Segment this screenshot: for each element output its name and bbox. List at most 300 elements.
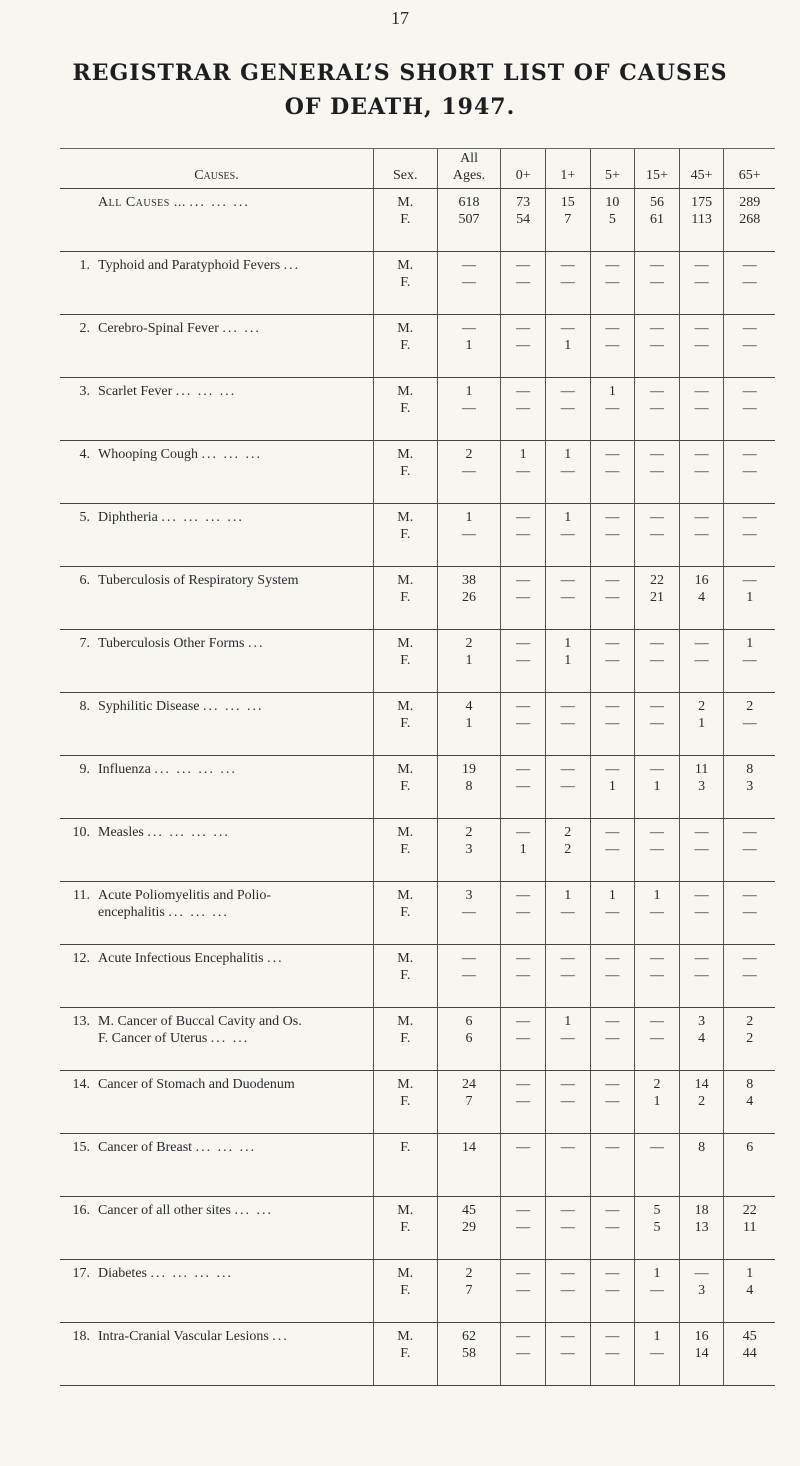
cell-age-15 <box>635 693 680 756</box>
cell-age-0 <box>501 1197 546 1260</box>
cause-cell <box>60 756 373 819</box>
sex-cell <box>373 1134 437 1197</box>
value-female: — <box>694 401 709 417</box>
value-male: — <box>650 762 664 778</box>
sex-cell <box>373 1197 437 1260</box>
value-female: — <box>516 338 531 354</box>
value-male: 62 <box>462 1329 476 1345</box>
value-female: — <box>560 905 575 921</box>
cause-text <box>98 572 367 589</box>
cell-age-15 <box>635 1260 680 1323</box>
value-female: — <box>605 401 620 417</box>
cause-label <box>64 1139 367 1156</box>
cell-age-15 <box>635 1197 680 1260</box>
value-female: — <box>742 401 757 417</box>
cell-age-15 <box>635 1134 680 1197</box>
cause-name: Scarlet Fever <box>98 384 173 400</box>
cause-text <box>98 383 367 400</box>
cell-age-1 <box>545 1008 590 1071</box>
cause-line-1 <box>98 446 367 463</box>
header-age-0: 0+ <box>501 149 546 189</box>
sex-first: F. <box>400 1140 411 1156</box>
cause-cell <box>60 378 373 441</box>
cause-line-1 <box>98 1328 367 1345</box>
cell-age-15 <box>635 1008 680 1071</box>
value-female: 1 <box>564 653 572 669</box>
value-male: 8 <box>698 1140 706 1156</box>
value-female: — <box>560 401 575 417</box>
cell-age-45 <box>679 1323 724 1386</box>
table-row <box>60 1008 775 1071</box>
cell-age-1 <box>545 1197 590 1260</box>
cause-cell <box>60 441 373 504</box>
leader-dots: ... ... ... <box>195 1140 257 1156</box>
cell-all-ages <box>437 1260 501 1323</box>
cell-age-65 <box>724 693 775 756</box>
cell-age-0 <box>501 315 546 378</box>
cause-cell <box>60 1323 373 1386</box>
cell-age-0 <box>501 441 546 504</box>
value-female <box>501 1156 545 1173</box>
value-female: 61 <box>650 212 664 228</box>
value-female: 4 <box>698 1031 706 1047</box>
cell-age-1 <box>545 1323 590 1386</box>
sex-second: F. <box>400 275 411 291</box>
cell-age-0 <box>501 1323 546 1386</box>
table-row <box>60 504 775 567</box>
value-female: — <box>742 275 757 291</box>
cause-cell <box>60 693 373 756</box>
cell-age-0 <box>501 819 546 882</box>
value-female: — <box>560 716 575 732</box>
value-male: 2 <box>653 1077 661 1093</box>
leader-dots: ... ... ... <box>203 699 264 715</box>
page-number: 17 <box>391 8 409 28</box>
cause-cell <box>60 819 373 882</box>
value-female: — <box>742 653 757 669</box>
value-female: — <box>605 1031 620 1047</box>
sex-cell <box>373 441 437 504</box>
cause-label <box>64 887 367 921</box>
cause-line-1 <box>98 383 367 400</box>
value-female: — <box>462 905 476 921</box>
sex-cell <box>373 567 437 630</box>
value-female <box>680 1156 724 1173</box>
table-row <box>60 630 775 693</box>
cell-age-65 <box>724 1008 775 1071</box>
value-male: — <box>650 384 664 400</box>
cell-age-15 <box>635 504 680 567</box>
value-female: 113 <box>691 212 712 228</box>
sex-cell <box>373 252 437 315</box>
sex-first: M. <box>397 447 414 463</box>
value-female: — <box>516 1031 531 1047</box>
cause-number: 3. <box>79 384 90 400</box>
value-female: 5 <box>653 1220 661 1236</box>
cause-name: Intra-Cranial Vascular Lesions <box>98 1329 269 1345</box>
cell-age-0 <box>501 630 546 693</box>
leader-dots: ... ... ... <box>175 384 237 400</box>
sex-first: M. <box>397 384 414 400</box>
table-row <box>60 882 775 945</box>
cell-age-1 <box>545 1071 590 1134</box>
value-male: 1 <box>564 888 572 904</box>
value-female: — <box>650 1346 664 1362</box>
cell-age-5 <box>590 252 635 315</box>
value-male: — <box>605 699 620 715</box>
value-female: 1 <box>746 590 754 606</box>
cell-age-45 <box>679 315 724 378</box>
cell-age-15 <box>635 378 680 441</box>
value-female: 4 <box>698 590 706 606</box>
table-row <box>60 1260 775 1323</box>
value-female: — <box>650 338 664 354</box>
value-male: — <box>516 1266 531 1282</box>
cause-label <box>64 1202 367 1219</box>
value-male: — <box>650 321 664 337</box>
value-male: 22 <box>742 1203 757 1219</box>
value-female: — <box>742 968 757 984</box>
value-male: 16 <box>694 1329 709 1345</box>
cell-age-65 <box>724 882 775 945</box>
value-female: — <box>694 275 709 291</box>
value-male: — <box>650 510 664 526</box>
value-male: — <box>650 258 664 274</box>
value-male: — <box>560 1203 575 1219</box>
cause-number: 11. <box>73 888 90 904</box>
value-male: 14 <box>462 1140 476 1156</box>
cause-number: 1. <box>79 258 90 274</box>
value-female: 29 <box>462 1220 476 1236</box>
value-female: — <box>605 527 620 543</box>
value-male: — <box>694 447 709 463</box>
sex-second: F. <box>400 842 411 858</box>
cell-age-65 <box>724 1197 775 1260</box>
value-female: 1 <box>698 716 706 732</box>
cause-number: 16. <box>72 1203 90 1219</box>
cell-age-1 <box>545 693 590 756</box>
cell-age-5 <box>590 819 635 882</box>
cause-line-1 <box>98 635 367 652</box>
value-female: — <box>560 1220 575 1236</box>
sex-cell <box>373 819 437 882</box>
cell-age-45 <box>679 882 724 945</box>
value-male: — <box>516 321 531 337</box>
value-female: — <box>742 464 757 480</box>
value-female: — <box>605 653 620 669</box>
cell-age-0 <box>501 504 546 567</box>
cell-all-ages <box>437 1197 501 1260</box>
table-row <box>60 441 775 504</box>
sex-second: F. <box>400 968 411 984</box>
value-male: 1 <box>608 384 616 400</box>
value-female: 2 <box>746 1031 754 1047</box>
cell-age-5 <box>590 1071 635 1134</box>
value-male: — <box>516 384 531 400</box>
value-male: 3 <box>698 1014 706 1030</box>
cell-age-45 <box>679 504 724 567</box>
cause-label <box>64 194 367 211</box>
value-male: — <box>560 699 575 715</box>
cause-text <box>98 824 367 841</box>
sex-cell <box>373 315 437 378</box>
cause-name: Influenza <box>98 762 151 778</box>
cell-age-15 <box>635 945 680 1008</box>
value-female: 1 <box>653 1094 661 1110</box>
cause-name: Acute Poliomyelitis and Polio- <box>98 888 272 904</box>
value-female: — <box>742 905 757 921</box>
leader-dots: ... <box>283 258 301 274</box>
cause-label <box>64 1265 367 1282</box>
value-female: — <box>516 1346 531 1362</box>
value-male: — <box>650 1140 664 1156</box>
value-male: — <box>605 258 620 274</box>
value-female <box>635 1156 679 1173</box>
value-female: — <box>694 968 709 984</box>
value-female: — <box>462 527 476 543</box>
cell-age-5 <box>590 1323 635 1386</box>
value-male: — <box>605 1329 620 1345</box>
cell-age-5 <box>590 630 635 693</box>
value-male: 1 <box>465 384 473 400</box>
leader-dots: ... ... ... ... <box>150 1266 233 1282</box>
header-row <box>60 149 775 189</box>
value-female: — <box>516 1220 531 1236</box>
header-causes: Causes. <box>60 149 373 189</box>
cell-age-65 <box>724 567 775 630</box>
value-male: — <box>560 321 575 337</box>
value-female: — <box>694 653 709 669</box>
cell-age-65 <box>724 252 775 315</box>
value-female: 5 <box>608 212 616 228</box>
value-male: — <box>605 1140 620 1156</box>
value-female: — <box>694 464 709 480</box>
value-male: — <box>560 384 575 400</box>
value-male: 15 <box>560 195 575 211</box>
value-male: — <box>516 951 531 967</box>
value-female: — <box>516 779 531 795</box>
value-male: 8 <box>746 1077 754 1093</box>
sex-second: F. <box>400 716 411 732</box>
cause-name: Cancer of Stomach and Duodenum <box>98 1077 295 1093</box>
value-male: — <box>560 951 575 967</box>
value-male: 1 <box>653 888 661 904</box>
sex-second: F. <box>400 653 411 669</box>
cell-age-0 <box>501 252 546 315</box>
cause-name: M. Cancer of Buccal Cavity and Os. <box>98 1014 302 1030</box>
header-age-45: 45+ <box>679 149 724 189</box>
sex-first: M. <box>397 195 414 211</box>
value-male: — <box>560 762 575 778</box>
cause-number: 10. <box>72 825 90 841</box>
table-row <box>60 252 775 315</box>
cause-text <box>98 698 367 715</box>
value-female: 6 <box>465 1031 473 1047</box>
value-female: — <box>605 1220 620 1236</box>
value-female: 14 <box>694 1346 709 1362</box>
cell-age-45 <box>679 756 724 819</box>
cell-age-65 <box>724 1260 775 1323</box>
value-male: 38 <box>462 573 476 589</box>
cause-line-1 <box>98 950 367 967</box>
cell-age-15 <box>635 630 680 693</box>
sex-first: M. <box>397 510 414 526</box>
value-male: — <box>605 825 620 841</box>
value-male: 45 <box>742 1329 757 1345</box>
value-male: 19 <box>462 762 476 778</box>
value-male: — <box>560 573 575 589</box>
table-row <box>60 378 775 441</box>
value-female: — <box>560 590 575 606</box>
cause-number: 4. <box>79 447 90 463</box>
cause-line-1 <box>98 1265 367 1282</box>
value-female: — <box>605 905 620 921</box>
cell-age-15 <box>635 1071 680 1134</box>
cell-age-1 <box>545 819 590 882</box>
cause-line-1 <box>98 1076 367 1093</box>
cell-age-0 <box>501 1008 546 1071</box>
cause-line-2 <box>98 904 367 921</box>
value-male: 2 <box>465 825 473 841</box>
cause-number <box>64 194 98 211</box>
sex-second: F. <box>400 905 411 921</box>
leader-dots: ... ... ... ... <box>154 762 237 778</box>
cell-age-1 <box>545 378 590 441</box>
value-male: 14 <box>694 1077 709 1093</box>
cell-age-0 <box>501 1071 546 1134</box>
cell-all-ages <box>437 630 501 693</box>
value-female: — <box>742 842 757 858</box>
table-row <box>60 1071 775 1134</box>
value-female: — <box>516 464 531 480</box>
value-male: — <box>742 384 757 400</box>
cause-number: 17. <box>72 1266 90 1282</box>
value-male: — <box>694 258 709 274</box>
value-male: — <box>742 321 757 337</box>
value-female: — <box>742 338 757 354</box>
value-female: — <box>560 1031 575 1047</box>
sex-cell <box>373 882 437 945</box>
cause-label <box>64 698 367 715</box>
value-female: — <box>694 842 709 858</box>
value-male: 2 <box>698 699 706 715</box>
value-male: — <box>462 258 476 274</box>
table-row <box>60 1323 775 1386</box>
table-row <box>60 945 775 1008</box>
value-female: 26 <box>462 590 476 606</box>
cell-age-1 <box>545 252 590 315</box>
cause-number: 2. <box>79 321 90 337</box>
sex-cell <box>373 945 437 1008</box>
table-row <box>60 1134 775 1197</box>
cell-all-ages <box>437 1323 501 1386</box>
value-female: — <box>560 275 575 291</box>
cell-age-1 <box>545 504 590 567</box>
cause-label <box>64 824 367 841</box>
cause-name: Cerebro-Spinal Fever <box>98 321 219 337</box>
value-female: — <box>560 527 575 543</box>
cell-all-ages <box>437 1008 501 1071</box>
cell-age-15 <box>635 882 680 945</box>
cause-name: Diphtheria <box>98 510 158 526</box>
cause-cell <box>60 315 373 378</box>
cell-all-ages <box>437 819 501 882</box>
cause-line-1 <box>98 194 367 211</box>
cell-age-5 <box>590 189 635 252</box>
cause-line-1 <box>98 824 367 841</box>
value-male: — <box>605 573 620 589</box>
value-female: 1 <box>519 842 527 858</box>
cell-age-1 <box>545 567 590 630</box>
header-age-1: 1+ <box>545 149 590 189</box>
value-female: 4 <box>746 1094 754 1110</box>
value-male: — <box>560 1266 575 1282</box>
value-female: 7 <box>465 1094 473 1110</box>
cell-age-45 <box>679 693 724 756</box>
value-male: — <box>694 1266 709 1282</box>
value-male: 1 <box>564 510 572 526</box>
cell-age-5 <box>590 1197 635 1260</box>
value-male: — <box>650 1014 664 1030</box>
value-male: — <box>516 573 531 589</box>
value-male: — <box>516 1077 531 1093</box>
value-female: — <box>516 653 531 669</box>
value-male: — <box>605 762 620 778</box>
value-female: — <box>650 1031 664 1047</box>
value-male: — <box>650 951 664 967</box>
cause-line-1 <box>98 698 367 715</box>
cell-age-15 <box>635 756 680 819</box>
sex-second: F. <box>400 401 411 417</box>
cause-cell <box>60 567 373 630</box>
value-female: 1 <box>564 338 572 354</box>
value-male: — <box>605 1014 620 1030</box>
value-male: — <box>462 951 476 967</box>
value-male: 16 <box>694 573 709 589</box>
value-male: 1 <box>465 510 473 526</box>
value-male: — <box>742 447 757 463</box>
value-male: 2 <box>465 1266 473 1282</box>
sex-cell <box>373 630 437 693</box>
cause-name: Measles <box>98 825 144 841</box>
value-female: 1 <box>465 716 473 732</box>
value-male: 2 <box>465 447 473 463</box>
cause-line-1 <box>98 1013 367 1030</box>
cell-age-65 <box>724 378 775 441</box>
value-female: — <box>560 1094 575 1110</box>
header-all-ages-line1: All <box>460 151 478 166</box>
value-male: 1 <box>653 1266 661 1282</box>
value-male: 10 <box>605 195 620 211</box>
table-row <box>60 819 775 882</box>
cause-number: 8. <box>79 699 90 715</box>
cell-age-65 <box>724 504 775 567</box>
value-male: — <box>605 951 620 967</box>
cell-age-45 <box>679 819 724 882</box>
leader-dots: ... <box>248 636 265 652</box>
cell-age-1 <box>545 630 590 693</box>
cell-all-ages <box>437 945 501 1008</box>
cause-cell <box>60 630 373 693</box>
value-female: 2 <box>698 1094 706 1110</box>
value-female: 3 <box>465 842 473 858</box>
sex-second: F. <box>400 212 411 228</box>
cause-label <box>64 635 367 652</box>
value-male: — <box>742 573 757 589</box>
cause-label <box>64 1076 367 1093</box>
cause-cell <box>60 1134 373 1197</box>
value-female: — <box>650 716 664 732</box>
